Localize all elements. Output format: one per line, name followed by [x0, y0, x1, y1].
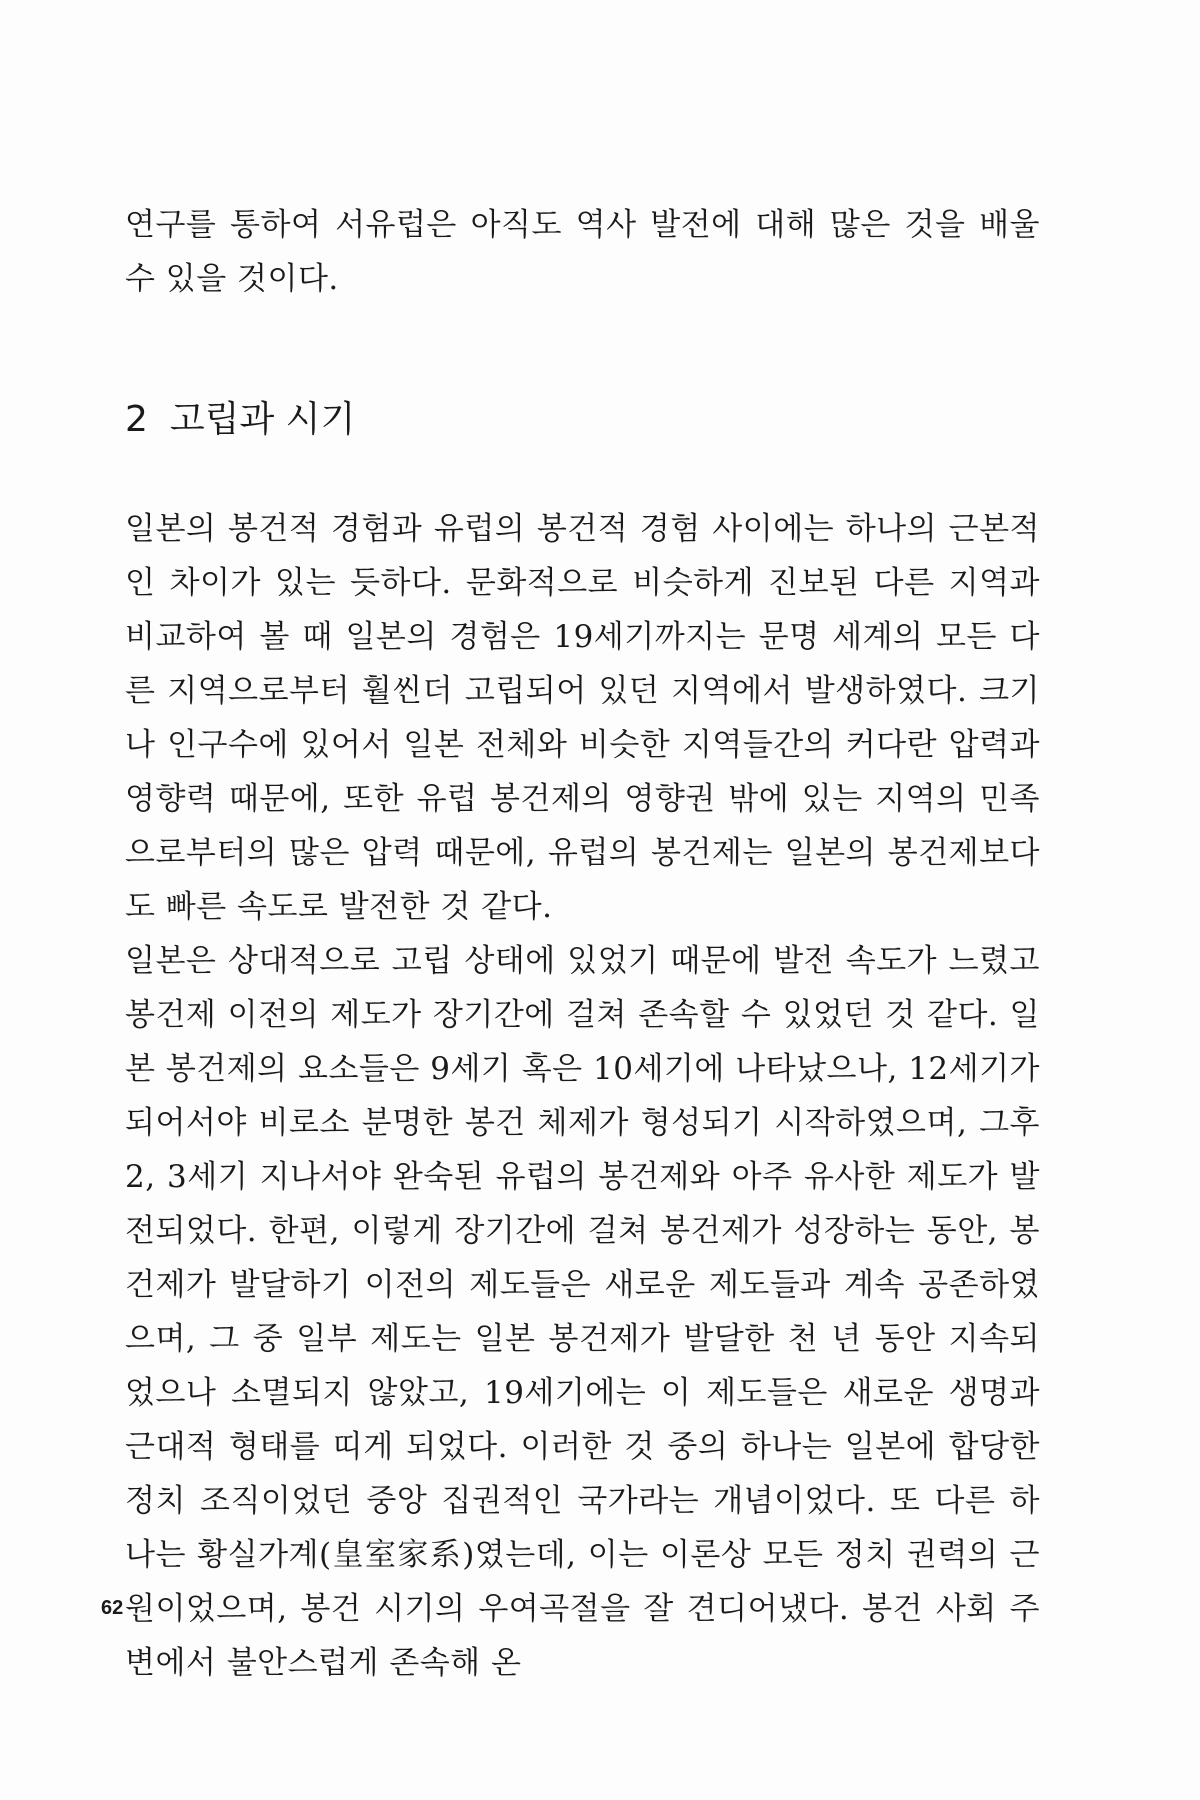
section-number: 2	[125, 399, 148, 440]
section-title: 고립과 시기	[169, 399, 356, 440]
body-paragraph-1: 일본의 봉건적 경험과 유럽의 봉건적 경험 사이에는 하나의 근본적인 차이가 있는 듯하다. 문화적으로 비슷하게 진보된 다른 지역과 비교하여 볼 때 일본의 경험은 19세기까지는 문명 세계의 모든 다른 지역으로부터 훨씬더 고립되어 있던 지역에서 발생하였다. 크기나 인구수에 있어서 일본 전체와 비슷한 지역들간의 커다란 압력과 영향력 때문에, 또한 유럽 봉건제의 영향권 밖에 있는 지역의 민족으로부터의 많은 압력 때문에, 유럽의 봉건제는 일본의 봉건제보다도 빠른 속도로 발전한 것 같다.	[125, 511, 1040, 925]
body-paragraph-2: 일본은 상대적으로 고립 상태에 있었기 때문에 발전 속도가 느렸고 봉건제 이전의 제도가 장기간에 걸쳐 존속할 수 있었던 것 같다. 일본 봉건제의 요소들은 9세기 혹은 10세기에 나타났으나, 12세기가 되어서야 비로소 분명한 봉건 체제가 형성되기 시작하였으며, 그후 2, 3세기 지나서야 완숙된 유럽의 봉건제와 아주 유사한 제도가 발전되었다. 한편, 이렇게 장기간에 걸쳐 봉건제가 성장하는 동안, 봉건제가 발달하기 이전의 제도들은 새로운 제도들과 계속 공존하였으며, 그 중 일부 제도는 일본 봉건제가 발달한 천 년 동안 지속되었으나 소멸되지 않았고, 19세기에는 이 제도들은 새로운 생명과 근대적 형태를 띠게 되었다. 이러한 것 중의 하나는 일본에 합당한 정치 조직이었던 중앙 집권적인 국가라는 개념이었다. 또 다른 하나는 황실가계(皇室家系)였는데, 이는 이론상 모든 정치 권력의 근원이었으며, 봉건 시기의 우여곡절을 잘 견디어냈다. 봉건 사회 주변에서 불안스럽게 존속해 온	[125, 943, 1040, 1681]
page-number: 62	[101, 1597, 124, 1619]
intro-paragraph: 연구를 통하여 서유럽은 아직도 역사 발전에 대해 많은 것을 배울 수 있을 것이다.	[125, 207, 1040, 297]
page-content	[125, 198, 1040, 1690]
section-heading	[125, 398, 1040, 442]
